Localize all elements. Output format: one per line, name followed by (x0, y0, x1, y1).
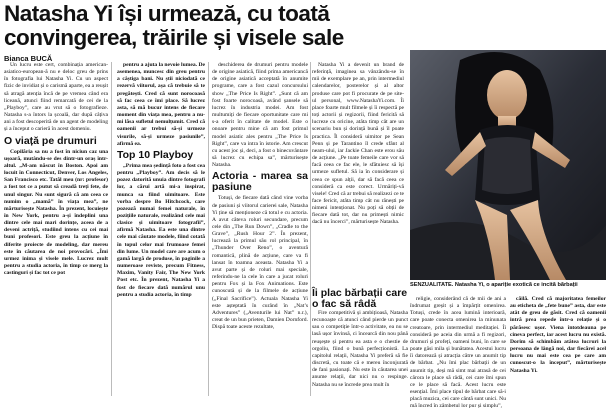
author-byline: Bianca BUCĂ (4, 54, 53, 63)
article-column-bottom-2 (410, 296, 506, 410)
paragraph: Copilăria sa nu a fost în niciun caz una ușoară, mutându-se des dintr-un oraș într-altul. „M-am născut în Boston. Apoi am locuit în Connecticut, Denver, Los Angeles, San Francisco etc. Tatăl meu (nr: profesor) a fost tot ce a putut să creadă treți fete, de unul singur. Nu sunt sigură că am ceea ce numim o „mamă” în viața mea”, ne mărturisește Natasha. În prezent, locuiește în New York, pentru a-și îndeplini una dintre cele mai mari dorințe, aceea de a deveni actriță, studiind intens cu cei mai buni profesori. Este greu la acțiune în diferite proiecte de modeling, dar mereu este în căutarea de noi provocări. „Îmi urmez inima și visele mele. Lucrez mult pentru a studia actoria, în timp ce merg la castinguri și fac tot ce pot (4, 148, 108, 277)
article-column-bottom-3 (510, 296, 606, 398)
article-headline (4, 2, 604, 50)
article-photo (410, 50, 606, 280)
column-divider (111, 62, 112, 396)
paragraph: religie, considerând că de mii de ani a îndrumat greșit și a împărțit omenirea. Totuși, crede în acea lumină interioară, care poate conecta omenirea la minunata creatoare, prin intermediul meditației. Îi consideră pe aceia din urmă a fi regizori, drumuri și profeți, oameni buni, în care se poate găsi mila și bunătatea. Acestui lucru îi datorează și atracția către un anumit tip de bărbat. „Nu îmi plac bărbații de un anumit tip, deși mă simt mai atrasă de cei cărora le place să râdă, cei care îmi spun ce le place să facă. Acest lucru este esențial. Îmi place tipul de bărbat care să-i placă muzica, cei care cântă sunt unici. Nu mă încred în zâmbetul lor pur și simplu”, (410, 296, 506, 410)
column-divider (310, 62, 311, 396)
headline-line-1: Natasha Yi își urmează, cu toată (4, 1, 330, 26)
article-column-4 (312, 62, 404, 284)
photo-caption (410, 282, 606, 289)
article-column-1 (4, 62, 108, 396)
paragraph: „Prima mea ședință foto a fost cea pentru „Playboy”. Am decis să le pozez datorită unuia dintre fotografi lor, a cărui artă mi-a inspirat, munca sa fiind uimitoare. Este vorba despre Bo Hitchcock, care pozează numai femei naturale, în pozițiile naturale, realizând cele mai clasice și uimitoare fotografii”, afirmă Natasha. Ea este una dintre cele mai căutate modele, fiind cotată în topul celor mai frumoase femei din lume. Un model care are acum o gamă largă de produse, în paginile a numeroase reviste, precum Fitness, Maxim, Vanity Fair, The New York Post etc. În prezent, Natasha Yi a fost de fiecare dată numărul unu pentru a studia actoria, în timp (117, 162, 205, 298)
subheading-likes-men: Îi plac bărbații care o fac să râdă (312, 287, 408, 310)
subheading-acting-passion: Actoria - marea sa pasiune (212, 170, 308, 194)
paragraph: deschiderea de drumuri pentru modele de origine asiatică, fiind prima americancă de origine asiatică acceptată în anumite programe, care a fost cazul concursului show „The Price Is Right”. „Sunt că am fost foarte norocoasă, având șansele să lucrez în industria modei. Am fost multumiți de fiecare oportunitate care mi s-a oferit în calitate de model. Este o onoare pentru mine că am fost primul model asiatic ales pentru „The Price Is Right”, care va intra în istorie. Am crescut cu acest joc și, deci, a fost o binecuvântare să lucrez cu echipa sa”, mărturisește Natasha. (212, 62, 308, 169)
paragraph: Totuși, de fiecare dată când vine vorba de pasiuni și viitorul carierei sale, Natasha Yi ține să menționeze că totul e cu actoria. A avut câteva roluri secundare, precum cele din „The Run Down”, „Cradle to the Grave”, „Rush Hour 2”. În prezent, lucrează la primul său rol principal, în „Thunder Over Reno”, o aventură romantică, plină de acțiune, care va fi lansat în toamna aceasta. Natasha Yi a avut parte și de roluri mai speciale, referindu-ne la cele în care a jucat roluri pentru Fox și la Fox Animations. Este cunoscută și de la filmele de acțiune („Final Sacrifice”). Actuala Natasha Yi este așteptată în curând în „Nat’s Adventures” („Aventurile lui Nat” n.r.), creat de un bun prieten, Damien Dornford. Dispă toate aceste rezultate, (212, 195, 308, 331)
article-column-bottom-1 (312, 310, 408, 396)
model-photo-illustration (410, 50, 606, 280)
article-column-3 (212, 62, 308, 396)
paragraph: Natasha Yi a devenit un brand de referință, imaginea sa vânzându-se în mii de exemplare pe an, prin intermediul calendarelor, posterelor și al altor produse care pot fi procurate de pe site-ul personal, www.NatashaYi.com. Îi place foarte mult filmele și îi respectă pe toți actorii și regizorii, fiind fericită să lucreze cu oricine, atâta timp cât are un scenariu bun și dorință bună și îl poate practica. Îl consideră uimitor pe Sean Penn și pe Tarantino îl crede sfânt al neam-ului, iar Jackie Chan este erou său de acțiune. „Pe toate femeile care vor să facă ceea ce fac ele, le sfătuiesc să își urmeze sufletul. Să ia în considerare și ceea ce spun alții, dar să facă ceea ce consideră ca este corect. Urmăriți-vă visele! Cred că ar trebui să realizezi ce te face fericit, atâta timp cât nu rănești pe nimeni intenționat. Nu poți să obții de fiecare dată tot, dar nu primești nimic dacă nu încerci”, mărturisește Natasha. (312, 62, 404, 226)
caption-label: SENZUALITATE. (410, 282, 454, 288)
caption-text: Natasha Yi, o apariție exotică ce incită bărbații (454, 282, 578, 288)
subheading-top-10-playboy: Top 10 Playboy (117, 148, 194, 161)
paragraph: pentru a ajuta la nevoie lumea. De asemenea, muncesc din greu pentru a câștiga bani. Nu știi niciodată ce rezervă viitorul, așa că trebuie să te pregătești. Cred că sunt norocoasă să fac ceea ce îmi place. Să lucrez asta, să mă bucur intens de fiecare moment din viața mea, pentru a nu-mi lăsa sufletul nemulțumit. Cred că oamenii ar trebui să-și urmeze visurile, să-și urmeze pasiunile”, afirmă ea. (117, 62, 205, 147)
article-column-2 (117, 62, 205, 396)
paragraph: Fire competitivă și ambițioasă, Natasha recunoaște că atunci când pierde un punct sau o competiție într-o activitate, ea nu se lasă ușor învinsă, ci încearcă din nou până reușește și pentru ea asta e o chestie de orgoliu, fiind o bună perfecționistă. La capitolul relații, Natasha Yi preferă să fie discretă, cu toate că e mereu înconjurată de fani pasionați. Nu este în căutarea unei anume relații, dar nici nu o respinge. Natasha nu se încrede prea mult în (312, 310, 408, 388)
column-divider (208, 62, 209, 396)
paragraph: căilă. Cred că majoritatea femeilor au eticheta de „fete bune” asta, dar este atât de greu de găsit. Cred că oamenii intră prea repede într-o relație și o părăsesc ușor. Viena întotdeauna pe cineva perfect, iar acest lucru nu există. Dorim să schimbăm atâtea lucruri la persoana de lângă noi, dar fiecărei acel lucru nu mai este cea pe care am cunoscut-o la început”, mărturisește Natasha Yi. (510, 296, 606, 374)
headline-line-2: convingerea, trăirile și visele sale (4, 25, 344, 50)
subheading-life-on-the-road: O viață pe drumuri (4, 134, 97, 147)
paragraph: Un lucru este cert, combinația american-asiatico-european-ă nu e deloc greu de prins în fotografia lui Natasha Yi. Cu un aspect fizic de invidiat și o carismă aparte, ea a reușit să atragă atenția încă de pe vremea când era liceană, atunci fiind remarcată de cei de la „Playboy”, care au vrut să o fotografieze. Natasha s-a întors la școală, dar după câțiva ani a fost descoperită de un agent de modeling și a început o carieră în acest domeniu. (4, 62, 108, 133)
